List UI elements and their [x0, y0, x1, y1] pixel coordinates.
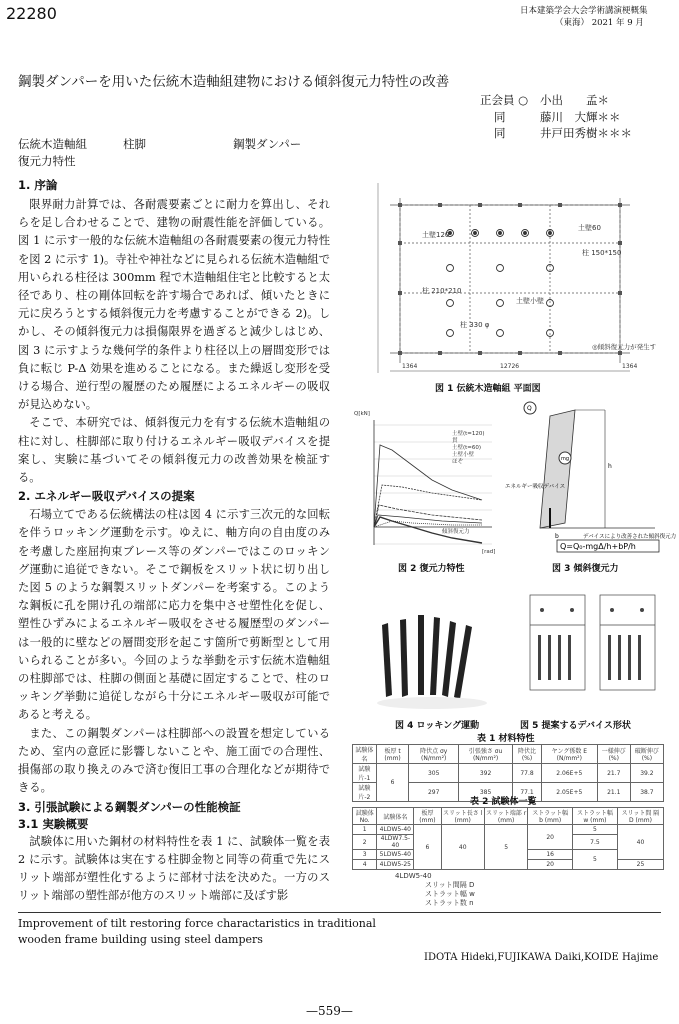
table-row: 3 5LDW5-40 16 5	[353, 850, 664, 860]
author-list	[480, 92, 632, 142]
section-1-paragraph-2: そこで、本研究では、傾斜復元力を有する伝統木造軸組の柱に対し、柱脚部に取り付けるエネルギー吸収デバイスを提案し、実験に基づいてその傾斜復元力の改善効果を検証する。	[18, 416, 330, 485]
table-header-row: 試験体名 板厚 t (mm) 降伏点 σy (N/mm²) 引張強さ σu (N/mm²) 降伏比 (%) ヤング係数 E (N/mm²) 一様伸び (%) 破断伸び (%)	[353, 745, 664, 764]
section-1-heading: 1. 序論	[18, 178, 58, 192]
fig2-legend-4: ほぞ	[452, 459, 464, 465]
fig1-label-col330: 柱 330 φ	[460, 321, 490, 329]
keywords: 伝統木造軸組 柱脚 鋼製ダンパー 復元力特性	[18, 137, 302, 168]
table-row: 試験片-1 6 305 392 77.8 2.06E+5 21.7 39.2	[353, 764, 664, 783]
fig1-dim-right: 1364	[622, 363, 638, 370]
fig2-legend-3: 土壁小壁	[452, 452, 475, 458]
section-2-paragraph-2: また、この鋼製ダンパーは柱脚部への設置を想定しているため、室内の意匠に影響しないことや、施工面での合理性、損傷部の取り換えのみで済む復旧工事の合理化などが期待できる。	[18, 726, 330, 795]
fig3-label-note: デバイスにより改善された傾斜復元力	[583, 534, 677, 540]
figure-5-caption: 図 5 提案するデバイス形状	[520, 721, 631, 731]
page-number: —559—	[306, 1004, 353, 1018]
table-2-caption: 表 2 試験体一覧	[470, 797, 537, 807]
section-2-heading: 2. エネルギー吸収デバイスの提案	[18, 489, 195, 504]
table-row: 4 4LDW5-25 20 25	[353, 860, 664, 870]
fig2-legend-0: 土壁(t=120)	[452, 431, 485, 437]
fig3-formula: Q=Q₀-mgΔ/h+bP/h	[560, 542, 636, 551]
figure-3-diagram	[505, 398, 677, 558]
english-title: Improvement of tilt restoring force charactaristics in traditional wooden frame building using steel dampers	[18, 917, 376, 946]
section-3-heading: 3. 引張試験による鋼製ダンパーの性能検証	[18, 799, 241, 814]
fig1-dim-left: 1364	[402, 363, 418, 370]
fig1-label-note: ◎傾斜復元力が発生す	[592, 343, 657, 351]
fig2-legend-5: 傾斜復元力	[442, 529, 470, 535]
fig2-legend-1: 貫	[452, 438, 458, 444]
fig2-legend-2: 土壁(t=60)	[452, 445, 482, 451]
paper-title: 鋼製ダンパーを用いた伝統木造軸組建物における傾斜復元力特性の改善	[18, 74, 450, 90]
section-2-paragraph-1: 石場立てである伝統構法の柱は図 4 に示す三次元的な回転を伴うロッキング運動を示す。ゆえに、軸方向の自由度のみを考慮した座屈拘束ブレース等のダンパーではこのロッキング運動に追従できない。そこで鋼板をスリット状に切り出した図 5 のような鋼製スリットダンパーを考案する。このような鋼板に孔を開け孔の端部に応力を集中させ塑性化を促し、塑性ひずみによるエネルギー吸収をさせる履歴型のダンパーは一般的に壁などの層間変形を起こす箇所で剪断型として用いられることが多い。今回のような挙動を示す伝統木造軸組の柱脚部では、柱脚の側面と基礎に固定することで、柱のロッキング挙動に追従しながら十分にエネルギー吸収が可能であると考える。	[18, 508, 330, 722]
fig2-xlabel: [rad]	[482, 549, 496, 555]
figure-3-caption: 図 3 傾斜復元力	[552, 564, 619, 574]
fig1-dim-mid: 12726	[500, 363, 520, 370]
figure-1-caption: 図 1 伝統木造軸組 平面図	[435, 384, 541, 394]
conference-name: 日本建築学会大会学術講演梗概集	[520, 6, 648, 16]
figure-2-chart	[352, 405, 502, 555]
fig1-label-col210: 柱 210*210	[422, 287, 462, 295]
author-row: 正会員 ○ 小出 孟＊	[480, 93, 609, 107]
svg-text:Q: Q	[527, 405, 532, 412]
fig2-ylabel: Q[kN]	[354, 411, 370, 417]
table-row: 2 4LDW7.5-40 7.5	[353, 835, 664, 850]
section-3-1-heading: 3.1 実験概要	[18, 816, 89, 831]
table-header-row: 試験体 No. 試験体名 板厚 (mm) スリット長さ l (mm) スリット端部 r (mm) ストラット幅 b (mm) ストラット幅 w (mm) スリット間 隔 D (mm)	[353, 808, 664, 825]
table-row: 試験片-2 297 385 77.1 2.05E+5 21.1 38.7	[353, 783, 664, 802]
table-1-caption: 表 1 材料特性	[477, 734, 535, 744]
fig1-label-smallwall: 土壁小壁	[516, 297, 544, 305]
fig3-label-device: エネルギー吸収デバイス	[505, 484, 566, 490]
section-3-1-paragraph: 試験体に用いた鋼材の材料特性を表 1 に、試験体一覧を表 2 に示す。試験体は実在する柱脚金物と同等の荷重で先にスリット端部が塑性化するように部材寸法を決めた。一方のスリット端部の塑性部が他方のスリット端部に及ぼす影	[18, 834, 330, 903]
author-row: 同 井戸田秀樹＊＊＊	[494, 126, 632, 140]
english-authors: IDOTA Hideki,FUJIKAWA Daiki,KOIDE Hajime	[424, 952, 659, 963]
fig3-label-b: b	[555, 533, 559, 540]
table-2-notes: 4LDW5-40 スリット間隔 D ストラット幅 w ストラット数 n	[395, 872, 475, 907]
figure-4-caption: 図 4 ロッキング運動	[395, 721, 480, 731]
figure-1-floor-plan	[350, 183, 662, 393]
fig1-label-wall60: 土壁60	[578, 224, 601, 232]
conference-venue: （東海） 2021 年 9 月	[555, 18, 644, 28]
figure-4-rocking	[362, 585, 512, 715]
fig1-label-wall120: 土壁120	[422, 231, 450, 239]
footer-divider	[18, 912, 661, 913]
figure-2-caption: 図 2 復元力特性	[398, 564, 465, 574]
table-row: 1 4LDW5-40 6 40 5 20 5 40	[353, 825, 664, 835]
left-column	[18, 177, 330, 903]
table-2	[352, 807, 664, 870]
author-row: 同 藤川 大輝＊＊	[494, 109, 621, 124]
section-1-paragraph-1: 限界耐力計算では、各耐震要素ごとに耐力を算出し、それらを足し合わせることで、建物の耐震性能を評価している。図 1 に示す一般的な伝統木造軸組の各耐震要素の復元力特性を図 2 に示す 1)。寺社や神社などに見られる伝統木造軸組で用いられる柱径は 300mm 程で木造軸組住宅と比較すると太径であり、柱の剛体回転を許す場合であれば、傾いたときに元に戻ろうとする傾斜復元力を考慮することができる 2)。しかし、その傾斜復元力は損傷限界を過ぎると減少しはじめ、図 3 に示すような幾何学的条件より柱径以上の層間変形では負に転じ P-Δ 効果を進めることになる。また繰返し変形を受ける場合、逆行型の履歴のため履歴によるエネルギーの吸収が見込めない。	[18, 198, 330, 412]
fig3-label-h: h	[608, 463, 612, 470]
svg-text:mg: mg	[561, 456, 570, 462]
fig1-label-col150: 柱 150*150	[582, 249, 622, 257]
figure-5-device	[520, 585, 665, 715]
paper-number: 22280	[6, 4, 57, 23]
